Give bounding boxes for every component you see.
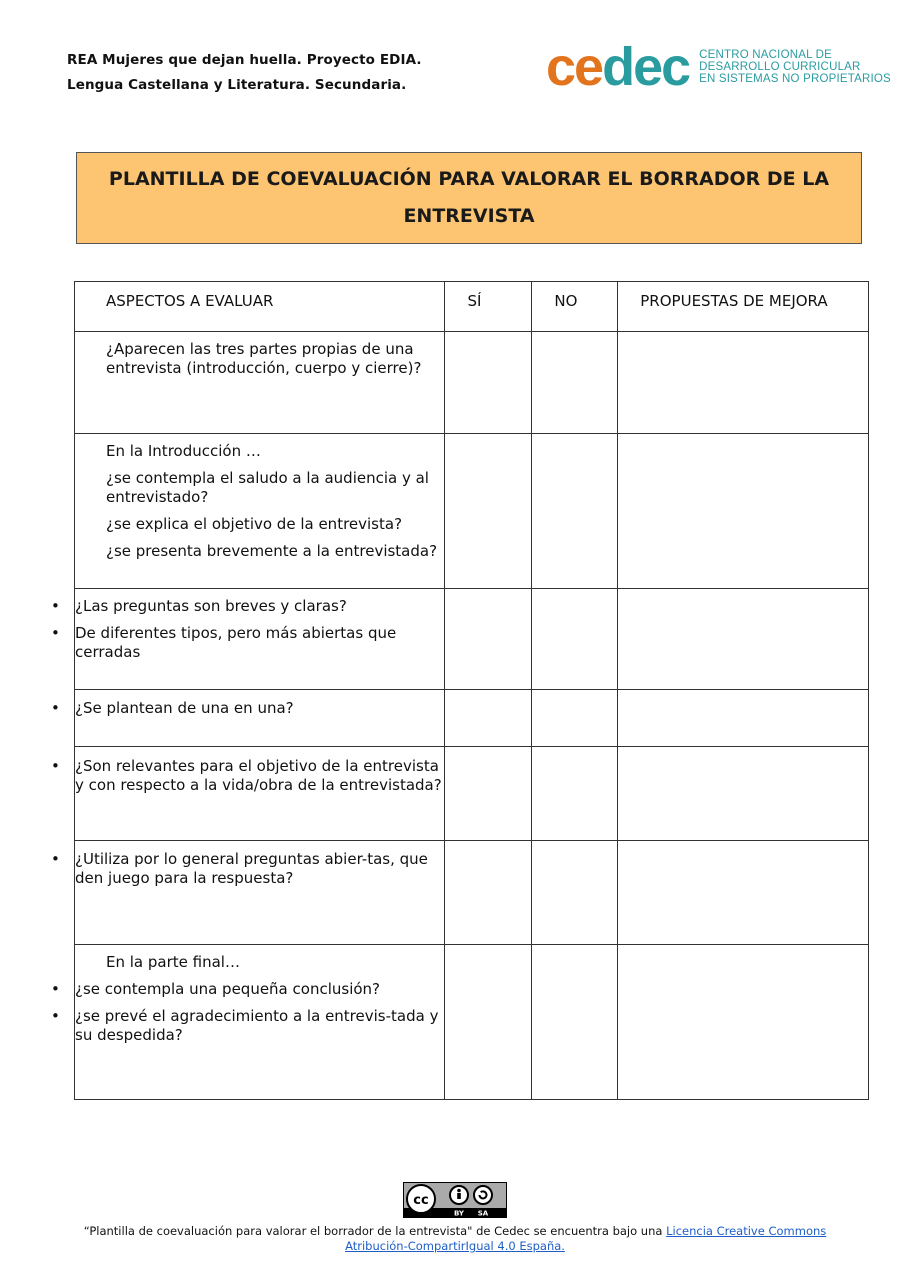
license-link[interactable]: Licencia Creative Commons Atribución-CompartirIgual 4.0 España. (345, 1224, 827, 1253)
list-item: • ¿Se plantean de una en una? (75, 699, 444, 718)
improvement-cell[interactable] (618, 589, 869, 690)
list-item: • ¿se contempla una pequeña conclusión? (75, 980, 444, 999)
header-aspects: ASPECTOS A EVALUAR (75, 282, 445, 332)
cedec-logo (546, 37, 891, 97)
yes-cell[interactable] (445, 690, 532, 747)
no-cell[interactable] (532, 747, 618, 841)
aspect-cell (75, 589, 445, 690)
cc-by-label: BY (453, 1209, 465, 1217)
improvement-cell[interactable] (618, 434, 869, 589)
table-row (75, 945, 869, 1100)
header-line-1: REA Mujeres que dejan huella. Proyecto EDIA. (67, 52, 422, 68)
aspect-cell: En la parte final… • ¿se contempla una pequeña conclusión? • ¿se prevé el agradecimiento a la entrevis-tada y su despedida? (75, 945, 445, 1100)
cedec-logo-subtitle: CENTRO NACIONAL DE DESARROLLO CURRICULAR EN SISTEMAS NO PROPIETARIOS (699, 49, 891, 85)
table-row (75, 332, 869, 434)
list-item: • ¿se prevé el agradecimiento a la entrevis-tada y su despedida? (75, 1007, 444, 1045)
aspect-cell (75, 690, 445, 747)
improvement-cell[interactable] (618, 690, 869, 747)
yes-cell[interactable] (445, 434, 532, 589)
improvement-cell[interactable] (618, 945, 869, 1100)
license-statement: “Plantilla de coevaluación para valorar el borrador de la entrevista" de Cedec se encuentra bajo una (83, 1224, 663, 1238)
no-cell[interactable] (532, 434, 618, 589)
page-title: PLANTILLA DE COEVALUACIÓN PARA VALORAR EL BORRADOR DE LA ENTREVISTA (76, 152, 862, 244)
list-item: • De diferentes tipos, pero más abiertas que cerradas (75, 624, 444, 662)
aspect-cell: En la Introducción … ¿se contempla el saludo a la audiencia y al entrevistado? ¿se explica el objetivo de la entrevista? ¿se presenta brevemente a la entrevistada? (75, 434, 445, 589)
table-row (75, 747, 869, 841)
header-yes: SÍ (445, 282, 532, 332)
no-cell[interactable] (532, 690, 618, 747)
cedec-logo-word: cedec (546, 37, 690, 97)
evaluation-table (74, 281, 869, 1100)
no-cell[interactable] (532, 841, 618, 945)
yes-cell[interactable] (445, 589, 532, 690)
aspect-cell (75, 841, 445, 945)
footer (0, 1182, 910, 1254)
cc-by-sa-icon (404, 1183, 506, 1217)
table-row (75, 589, 869, 690)
yes-cell[interactable] (445, 945, 532, 1100)
improvement-cell[interactable] (618, 841, 869, 945)
list-item: • ¿Utiliza por lo general preguntas abier-tas, que den juego para la respuesta? (75, 850, 444, 888)
cc-sa-label: SA (477, 1209, 489, 1217)
table-row (75, 434, 869, 589)
yes-cell[interactable] (445, 747, 532, 841)
aspect-cell: ¿Aparecen las tres partes propias de una entrevista (introducción, cuerpo y cierre)? (75, 332, 445, 434)
list-item: • ¿Son relevantes para el objetivo de la entrevista y con respecto a la vida/obra de la entrevistada? (75, 757, 444, 795)
aspect-cell (75, 747, 445, 841)
header-no: NO (532, 282, 618, 332)
footer-text (0, 1224, 910, 1254)
yes-cell[interactable] (445, 841, 532, 945)
yes-cell[interactable] (445, 332, 532, 434)
header-improvements: PROPUESTAS DE MEJORA (618, 282, 869, 332)
improvement-cell[interactable] (618, 332, 869, 434)
table-row (75, 841, 869, 945)
no-cell[interactable] (532, 332, 618, 434)
table-header-row (75, 282, 869, 332)
header-line-2: Lengua Castellana y Literatura. Secundaria. (67, 77, 407, 93)
cc-license-badge (403, 1182, 507, 1218)
table-row (75, 690, 869, 747)
svg-text:cc: cc (413, 1193, 429, 1208)
list-item: • ¿Las preguntas son breves y claras? (75, 597, 444, 616)
no-cell[interactable] (532, 589, 618, 690)
no-cell[interactable] (532, 945, 618, 1100)
improvement-cell[interactable] (618, 747, 869, 841)
